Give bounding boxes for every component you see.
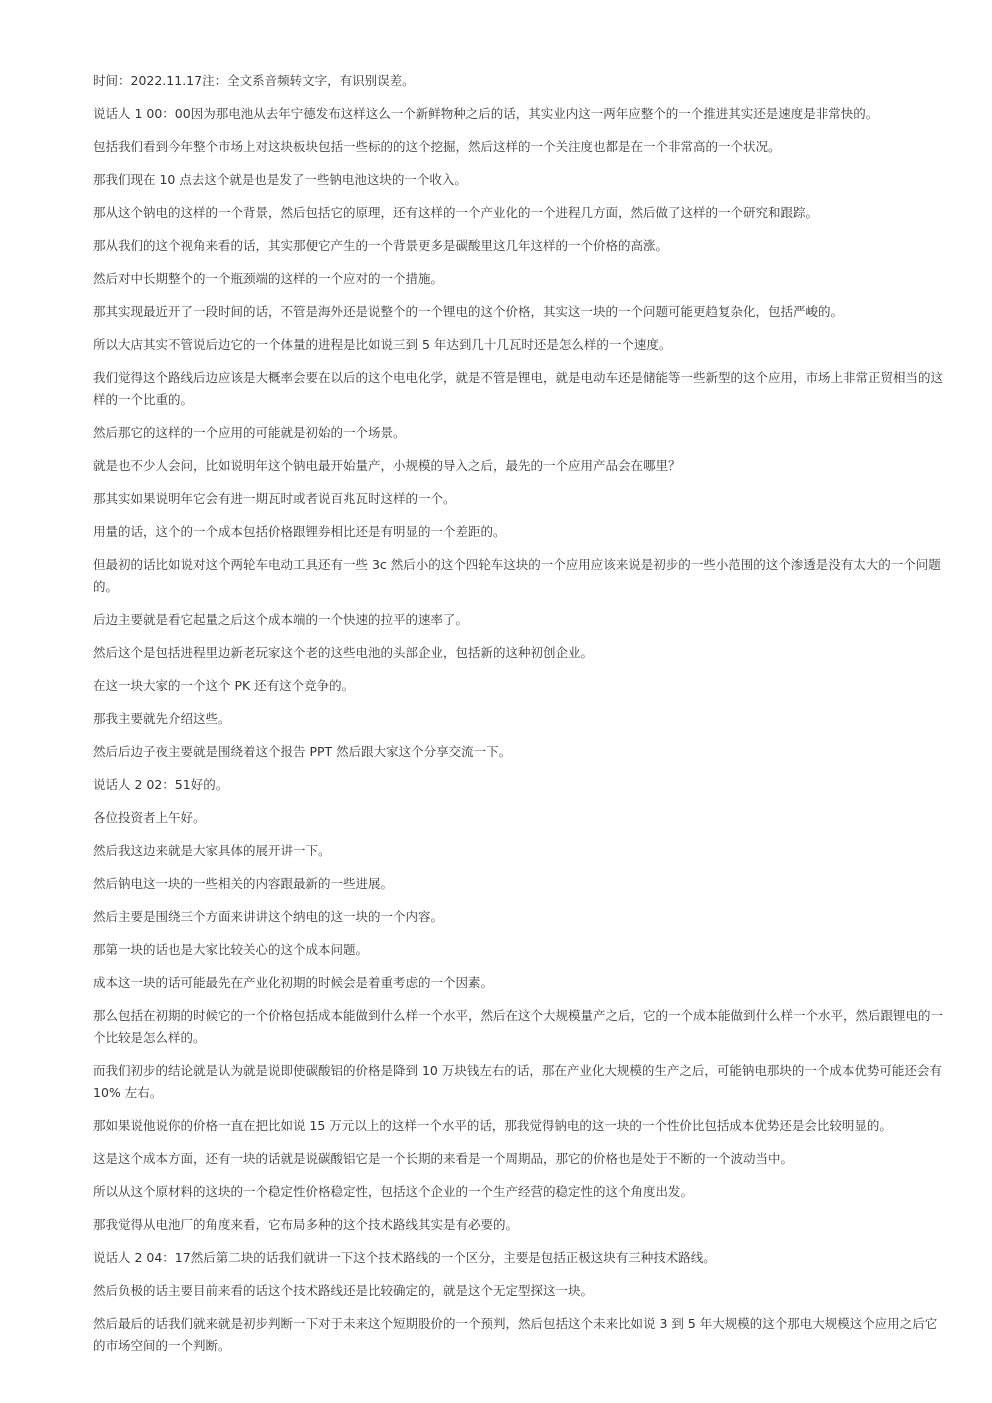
- transcript-paragraph: 那从这个钠电的这样的一个背景，然后包括它的原理，还有这样的一个产业化的一个进程几方面，然后做了这样的一个研究和跟踪。: [93, 205, 819, 220]
- transcript-paragraph: 然后钠电这一块的一些相关的内容跟最新的一些进展。: [93, 876, 394, 891]
- transcript-paragraph: 就是也不少人会问，比如说明年这个钠电最开始量产，小规模的导入之后，最先的一个应用产品会在哪里？: [93, 458, 681, 473]
- transcript-paragraph: 说话人 2 04：17然后第二块的话我们就讲一下这个技术路线的一个区分，主要是包括正极这块有三种技术路线。: [93, 1250, 716, 1265]
- transcript-paragraph: 然后我这边来就是大家具体的展开讲一下。: [93, 843, 331, 858]
- transcript-paragraph: 用量的话，这个的一个成本包括价格跟锂券相比还是有明显的一个差距的。: [93, 524, 506, 539]
- transcript-page: [93, 70, 945, 1368]
- transcript-paragraph: 这是这个成本方面，还有一块的话就是说碳酸铝它是一个长期的来看是一个周期品，那它的价格也是处于不断的一个波动当中。: [93, 1151, 794, 1166]
- transcript-paragraph: 然后这个是包括进程里边新老玩家这个老的这些电池的头部企业，包括新的这种初创企业。: [93, 645, 594, 660]
- transcript-paragraph: 但最初的话比如说对这个两轮车电动工具还有一些 3c 然后小的这个四轮车这块的一个应用应该来说是初步的一些小范围的这个渗透是没有太大的一个问题的。: [93, 557, 941, 594]
- transcript-paragraph: 然后后边子夜主要就是围绕着这个报告 PPT 然后跟大家这个分享交流一下。: [93, 744, 512, 759]
- transcript-paragraph: 所以从这个原材料的这块的一个稳定性价格稳定性，包括这个企业的一个生产经营的稳定性的这个角度出发。: [93, 1184, 694, 1199]
- transcript-paragraph: 然后负极的话主要目前来看的话这个技术路线还是比较确定的，就是这个无定型探这一块。: [93, 1283, 594, 1298]
- transcript-paragraph: 然后对中长期整个的一个瓶颈端的这样的一个应对的一个措施。: [93, 271, 444, 286]
- transcript-paragraph: 然后主要是围绕三个方面来讲讲这个纳电的这一块的一个内容。: [93, 909, 444, 924]
- transcript-paragraph: 而我们初步的结论就是认为就是说即使碳酸铝的价格是降到 10 万块钱左右的话，那在产业化大规模的生产之后，可能钠电那块的一个成本优势可能还会有 10% 左右。: [93, 1063, 942, 1100]
- transcript-paragraph: 然后最后的话我们就来就是初步判断一下对于未来这个短期股价的一个预判，然后包括这个未来比如说 3 到 5 年大规模的这个那电大规模这个应用之后它的市场空间的一个判断。: [93, 1316, 938, 1353]
- transcript-paragraph: 那第一块的话也是大家比较关心的这个成本问题。: [93, 942, 369, 957]
- transcript-paragraph: 后边主要就是看它起量之后这个成本端的一个快速的拉平的速率了。: [93, 612, 469, 627]
- transcript-paragraph: 在这一块大家的一个这个 PK 还有这个竞争的。: [93, 678, 355, 693]
- transcript-paragraph: 那我们现在 10 点去这个就是也是发了一些钠电池这块的一个收入。: [93, 172, 467, 187]
- transcript-paragraph: 那我觉得从电池厂的角度来看，它布局多种的这个技术路线其实是有必要的。: [93, 1217, 519, 1232]
- transcript-paragraph: 那我主要就先介绍这些。: [93, 711, 231, 726]
- transcript-paragraph: 包括我们看到今年整个市场上对这块板块包括一些标的的这个挖掘，然后这样的一个关注度也都是在一个非常高的一个状况。: [93, 139, 781, 154]
- transcript-paragraph: 那如果说他说你的价格一直在把比如说 15 万元以上的这样一个水平的话，那我觉得钠电的这一块的一个性价比包括成本优势还是会比较明显的。: [93, 1118, 892, 1133]
- transcript-paragraph: 所以大店其实不管说后边它的一个体量的进程是比如说三到 5 年达到几十几瓦时还是怎么样的一个速度。: [93, 337, 672, 352]
- transcript-paragraph: 那么包括在初期的时候它的一个价格包括成本能做到什么样一个水平，然后在这个大规模量产之后，它的一个成本能做到什么样一个水平，然后跟锂电的一个比较是怎么样的。: [93, 1008, 944, 1045]
- transcript-paragraph: 然后那它的这样的一个应用的可能就是初始的一个场景。: [93, 425, 406, 440]
- transcript-paragraph: 我们觉得这个路线后边应该是大概率会要在以后的这个电电化学，就是不管是锂电，就是电动车还是储能等一些新型的这个应用，市场上非常正贸相当的这样的一个比重的。: [93, 370, 944, 407]
- transcript-paragraph: 那其实现最近开了一段时间的话，不管是海外还是说整个的一个锂电的这个价格，其实这一块的一个问题可能更趋复杂化，包括严峻的。: [93, 304, 844, 319]
- transcript-header: 时间：2022.11.17注：全文系音频转文字，有识别误差。: [93, 73, 415, 88]
- transcript-paragraph: 成本这一块的话可能最先在产业化初期的时候会是着重考虑的一个因素。: [93, 975, 494, 990]
- transcript-paragraph: 说话人 2 02：51好的。: [93, 777, 229, 792]
- transcript-paragraph: 各位投资者上午好。: [93, 810, 206, 825]
- transcript-paragraph: 说话人 1 00：00因为那电池从去年宁德发布这样这么一个新鲜物种之后的话，其实业内这一两年应整个的一个推进其实还是速度是非常快的。: [93, 106, 879, 121]
- transcript-paragraph: 那其实如果说明年它会有进一期瓦时或者说百兆瓦时这样的一个。: [93, 491, 456, 506]
- transcript-paragraph: 那从我们的这个视角来看的话，其实那便它产生的一个背景更多是碳酸里这几年这样的一个价格的高涨。: [93, 238, 669, 253]
